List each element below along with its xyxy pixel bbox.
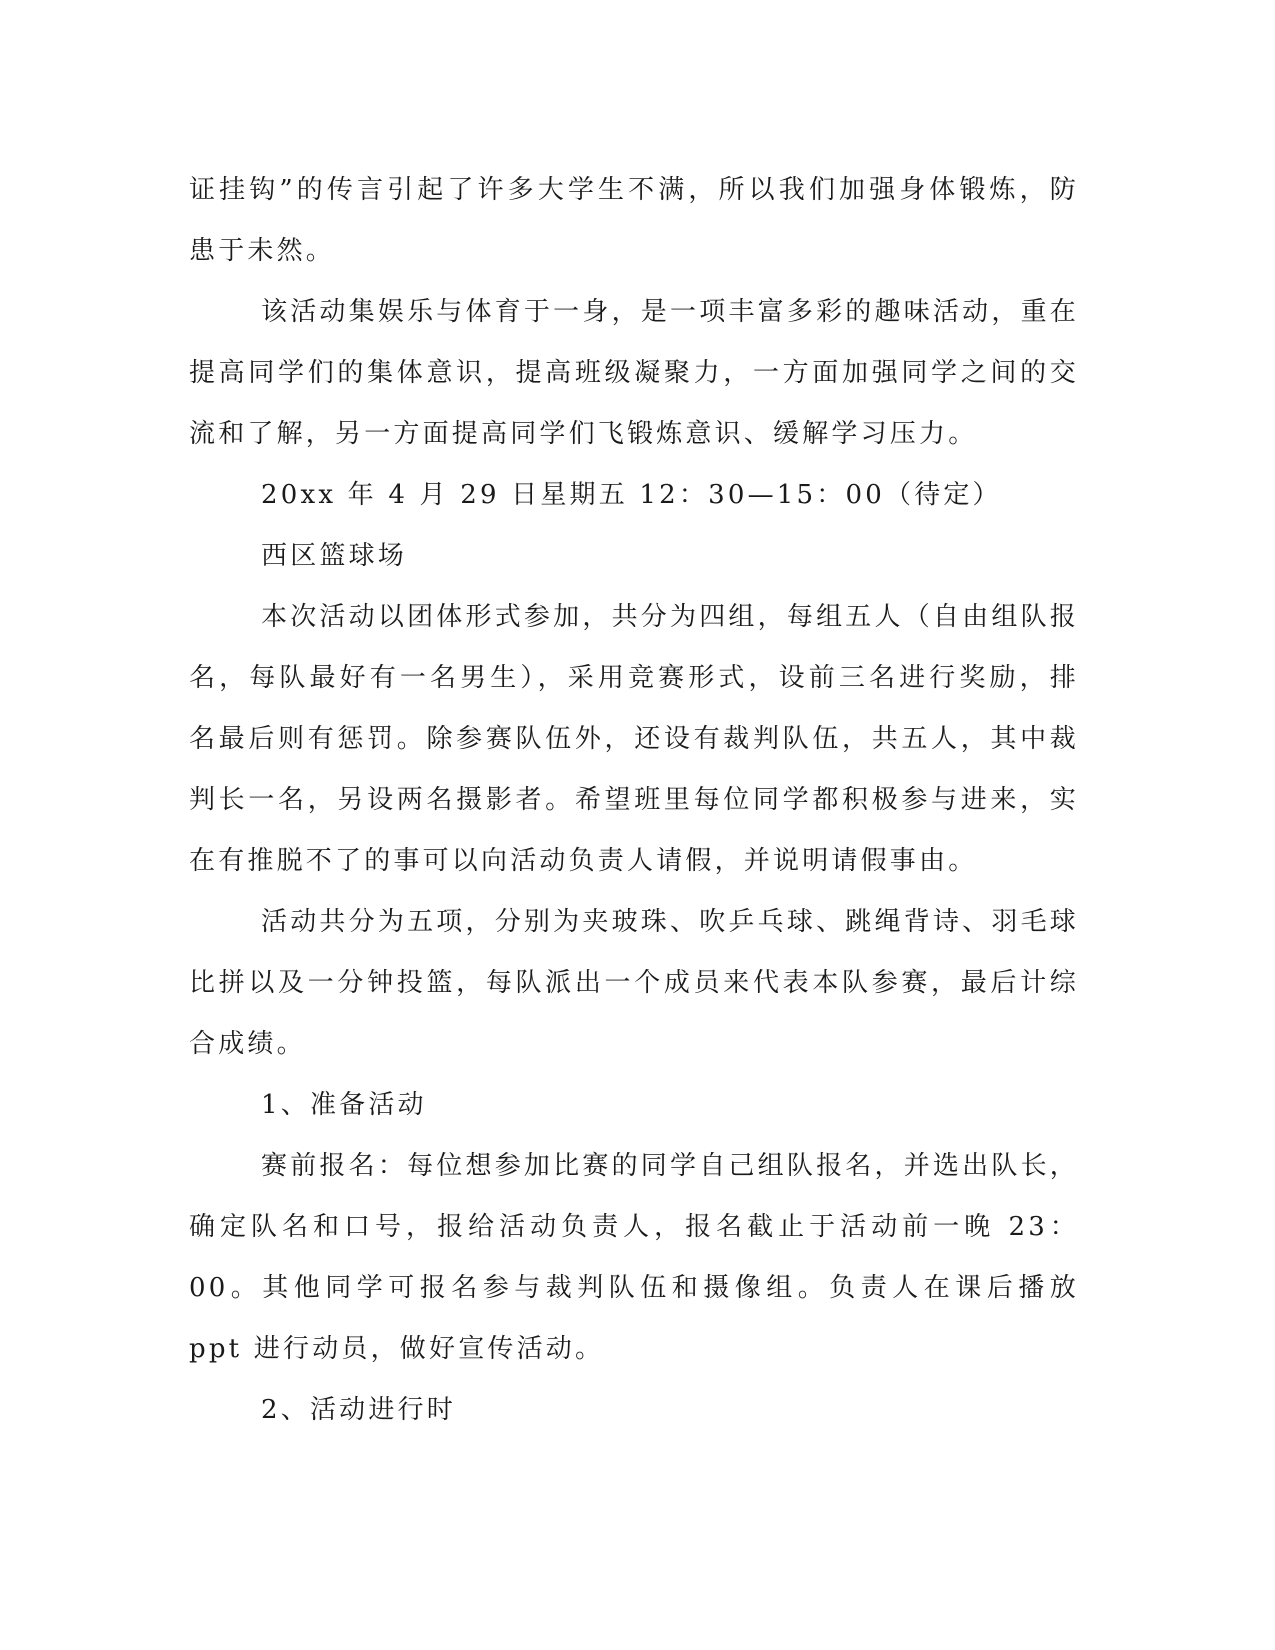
paragraph-continuation: 证挂钩”的传言引起了许多大学生不满，所以我们加强身体锻炼，防患于未然。 — [189, 175, 1079, 266]
document-body — [189, 160, 1079, 1441]
paragraph-location: 西区篮球场 — [261, 541, 408, 571]
paragraph-participants: 本次活动以团体形式参加，共分为四组，每组五人（自由组队报名，每队最好有一名男生），采用竞赛形式，设前三名进行奖励，排名最后则有惩罚。除参赛队伍外，还设有裁判队伍，共五人，其中裁判长一名，另设两名摄影者。希望班里每位同学都积极参与进来，实在有推脱不了的事可以向活动负责人请假，并说明请假事由。 — [189, 602, 1079, 876]
paragraph-purpose: 该活动集娱乐与体育于一身，是一项丰富多彩的趣味活动，重在提高同学们的集体意识，提高班级凝聚力，一方面加强同学之间的交流和了解，另一方面提高同学们飞锻炼意识、缓解学习压力。 — [189, 297, 1079, 449]
section-heading-in-progress: 2、活动进行时 — [261, 1395, 456, 1425]
paragraph-events: 活动共分为五项，分别为夹玻珠、吹乒乓球、跳绳背诗、羽毛球比拼以及一分钟投篮，每队派出一个成员来代表本队参赛，最后计综合成绩。 — [189, 907, 1079, 1059]
paragraph-registration: 赛前报名：每位想参加比赛的同学自己组队报名，并选出队长，确定队名和口号，报给活动负责人，报名截止于活动前一晚 23：00。其他同学可报名参与裁判队伍和摄像组。负责人在课后播放 ppt 进行动员，做好宣传活动。 — [189, 1151, 1079, 1364]
paragraph-time: 20xx 年 4 月 29 日星期五 12：30—15：00（待定） — [261, 480, 1002, 510]
section-heading-preparation: 1、准备活动 — [261, 1090, 427, 1120]
